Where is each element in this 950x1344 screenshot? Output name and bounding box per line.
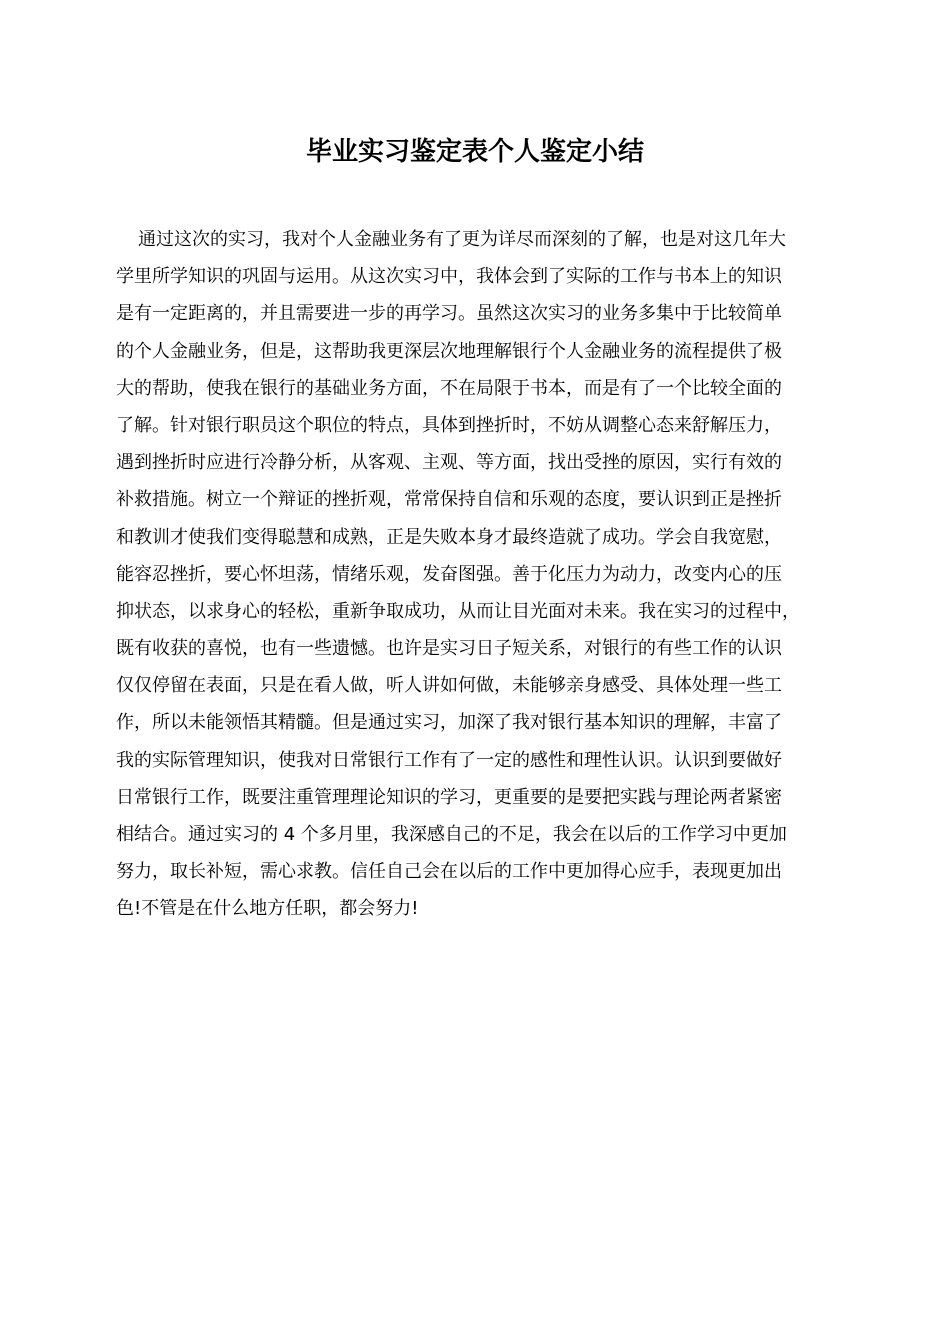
body-line: 色!不管是在什么地方任职，都会努力!	[116, 898, 419, 920]
body-line: 作，所以未能领悟其精髓。但是通过实习，加深了我对银行基本知识的理解，丰富了	[116, 712, 782, 734]
body-line: 了解。针对银行职员这个职位的特点，具体到挫折时，不妨从调整心态来舒解压力，	[116, 414, 782, 436]
document-title: 毕业实习鉴定表个人鉴定小结	[305, 137, 644, 167]
body-line: 日常银行工作，既要注重管理理论知识的学习，更重要的是要把实践与理论两者紧密	[116, 786, 782, 808]
body-line: 大的帮助，使我在银行的基础业务方面，不在局限于书本，而是有了一个比较全面的	[116, 377, 782, 399]
body-line: 我的实际管理知识，使我对日常银行工作有了一定的感性和理性认识。认识到要做好	[116, 749, 782, 771]
body-line: 相结合。通过实习的 4 个多月里，我深感自己的不足，我会在以后的工作学习中更加	[116, 824, 787, 845]
body-line: 能容忍挫折，要心怀坦荡，情绪乐观，发奋图强。善于化压力为动力，改变内心的压	[116, 563, 782, 585]
document-body	[116, 221, 840, 928]
body-line: 仅仅停留在表面，只是在看人做，听人讲如何做，未能够亲身感受、具体处理一些工	[116, 675, 782, 697]
body-line: 抑状态，以求身心的轻松，重新争取成功，从而让目光面对未来。我在实习的过程中，	[116, 600, 800, 622]
body-line: 的个人金融业务，但是，这帮助我更深层次地理解银行个人金融业务的流程提供了极	[116, 340, 782, 362]
body-line: 学里所学知识的巩固与运用。从这次实习中，我体会到了实际的工作与书本上的知识	[116, 266, 782, 288]
body-line: 和教训才使我们变得聪慧和成熟，正是失败本身才最终造就了成功。学会自我宽慰，	[116, 526, 782, 548]
body-line: 补救措施。树立一个辩证的挫折观，常常保持自信和乐观的态度，要认识到正是挫折	[116, 489, 782, 511]
body-line: 是有一定距离的，并且需要进一步的再学习。虽然这次实习的业务多集中于比较简单	[116, 303, 782, 325]
body-line: 通过这次的实习，我对个人金融业务有了更为详尽而深刻的了解，也是对这几年大	[138, 229, 786, 250]
body-line: 遇到挫折时应进行冷静分析，从客观、主观、等方面，找出受挫的原因，实行有效的	[116, 452, 782, 474]
body-line: 努力，取长补短，需心求教。信任自己会在以后的工作中更加得心应手，表现更加出	[116, 861, 782, 883]
body-line: 既有收获的喜悦，也有一些遗憾。也许是实习日子短关系，对银行的有些工作的认识	[116, 638, 782, 660]
